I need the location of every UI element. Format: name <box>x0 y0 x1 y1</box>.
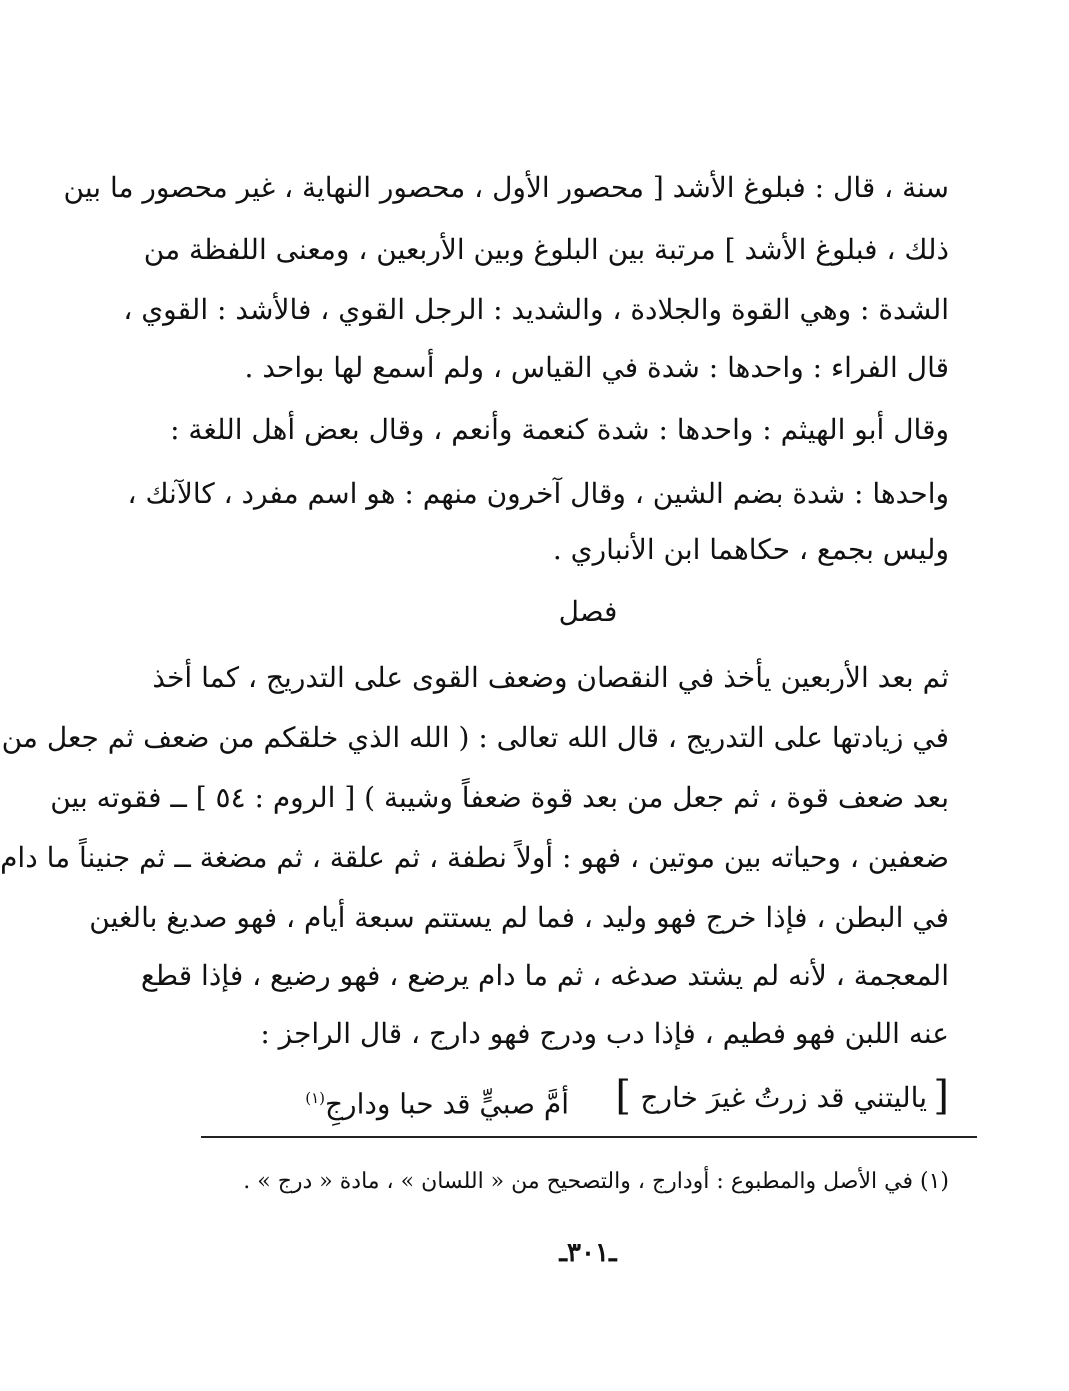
text-line: الشدة : وهي القوة والجلادة ، والشديد : الرجل القوي ، فالأشد : القوي ، <box>123 293 949 326</box>
page-number: ـ٣٠١ـ <box>559 1238 617 1268</box>
text-line: وليس بجمع ، حكاهما ابن الأنباري . <box>552 533 949 566</box>
text-line: عنه اللبن فهو فطيم ، فإذا دب ودرج فهو دارج ، قال الراجز : <box>260 1017 949 1050</box>
text-line: بعد ضعف قوة ، ثم جعل من بعد قوة ضعفاً وشيبة ) [ الروم : ٥٤ ] ــ فقوته بين <box>50 781 949 814</box>
text-line: المعجمة ، لأنه لم يشتد صدغه ، ثم ما دام يرضع ، فهو رضيع ، فإذا قطع <box>140 959 949 992</box>
footnote-separator <box>201 1136 977 1138</box>
verse <box>267 1073 949 1121</box>
text-line: وقال أبو الهيثم : واحدها : شدة كنعمة وأنعم ، وقال بعض أهل اللغة : <box>170 413 949 446</box>
text-line: قال الفراء : واحدها : شدة في القياس ، ولم أسمع لها بواحد . <box>244 351 949 384</box>
text-line: ضعفين ، وحياته بين موتين ، فهو : أولاً نطفة ، ثم علقة ، ثم مضغة ــ ثم جنيناً ما دام <box>0 841 949 874</box>
text-line: ثم بعد الأربعين يأخذ في النقصان وضعف القوى على التدريج ، كما أخذ <box>152 661 949 694</box>
text-line: سنة ، قال : فبلوغ الأشد [ محصور الأول ، محصور النهاية ، غير محصور ما بين <box>63 171 949 204</box>
verse-hemistich-second <box>305 1076 569 1126</box>
verse-bracket-close: ] <box>615 1073 631 1119</box>
verse-hemistich-second-text: أمَّ صبيٍّ قد حبا ودارجِ <box>324 1087 569 1121</box>
verse-hemistich-first: ياليتني قد زرتُ غيرَ خارج <box>640 1081 927 1114</box>
text-line: في البطن ، فإذا خرج فهو وليد ، فما لم يستتم سبعة أيام ، فهو صديغ بالغين <box>89 901 949 934</box>
text-line: في زيادتها على التدريج ، قال الله تعالى : ( الله الذي خلقكم من ضعف ثم جعل من <box>1 721 949 754</box>
footnote: (١) في الأصل والمطبوع : أودارج ، والتصحيح من « اللسان » ، مادة « درج » . <box>243 1169 949 1194</box>
footnote-marker: (١) <box>305 1089 325 1107</box>
verse-bracket-open: [ <box>933 1073 949 1119</box>
text-line: واحدها : شدة بضم الشين ، وقال آخرون منهم : هو اسم مفرد ، كالآنك ، <box>127 477 949 510</box>
text-line: ذلك ، فبلوغ الأشد ] مرتبة بين البلوغ وبين الأربعين ، ومعنى اللفظة من <box>143 233 949 266</box>
section-heading: فصل <box>558 595 618 628</box>
